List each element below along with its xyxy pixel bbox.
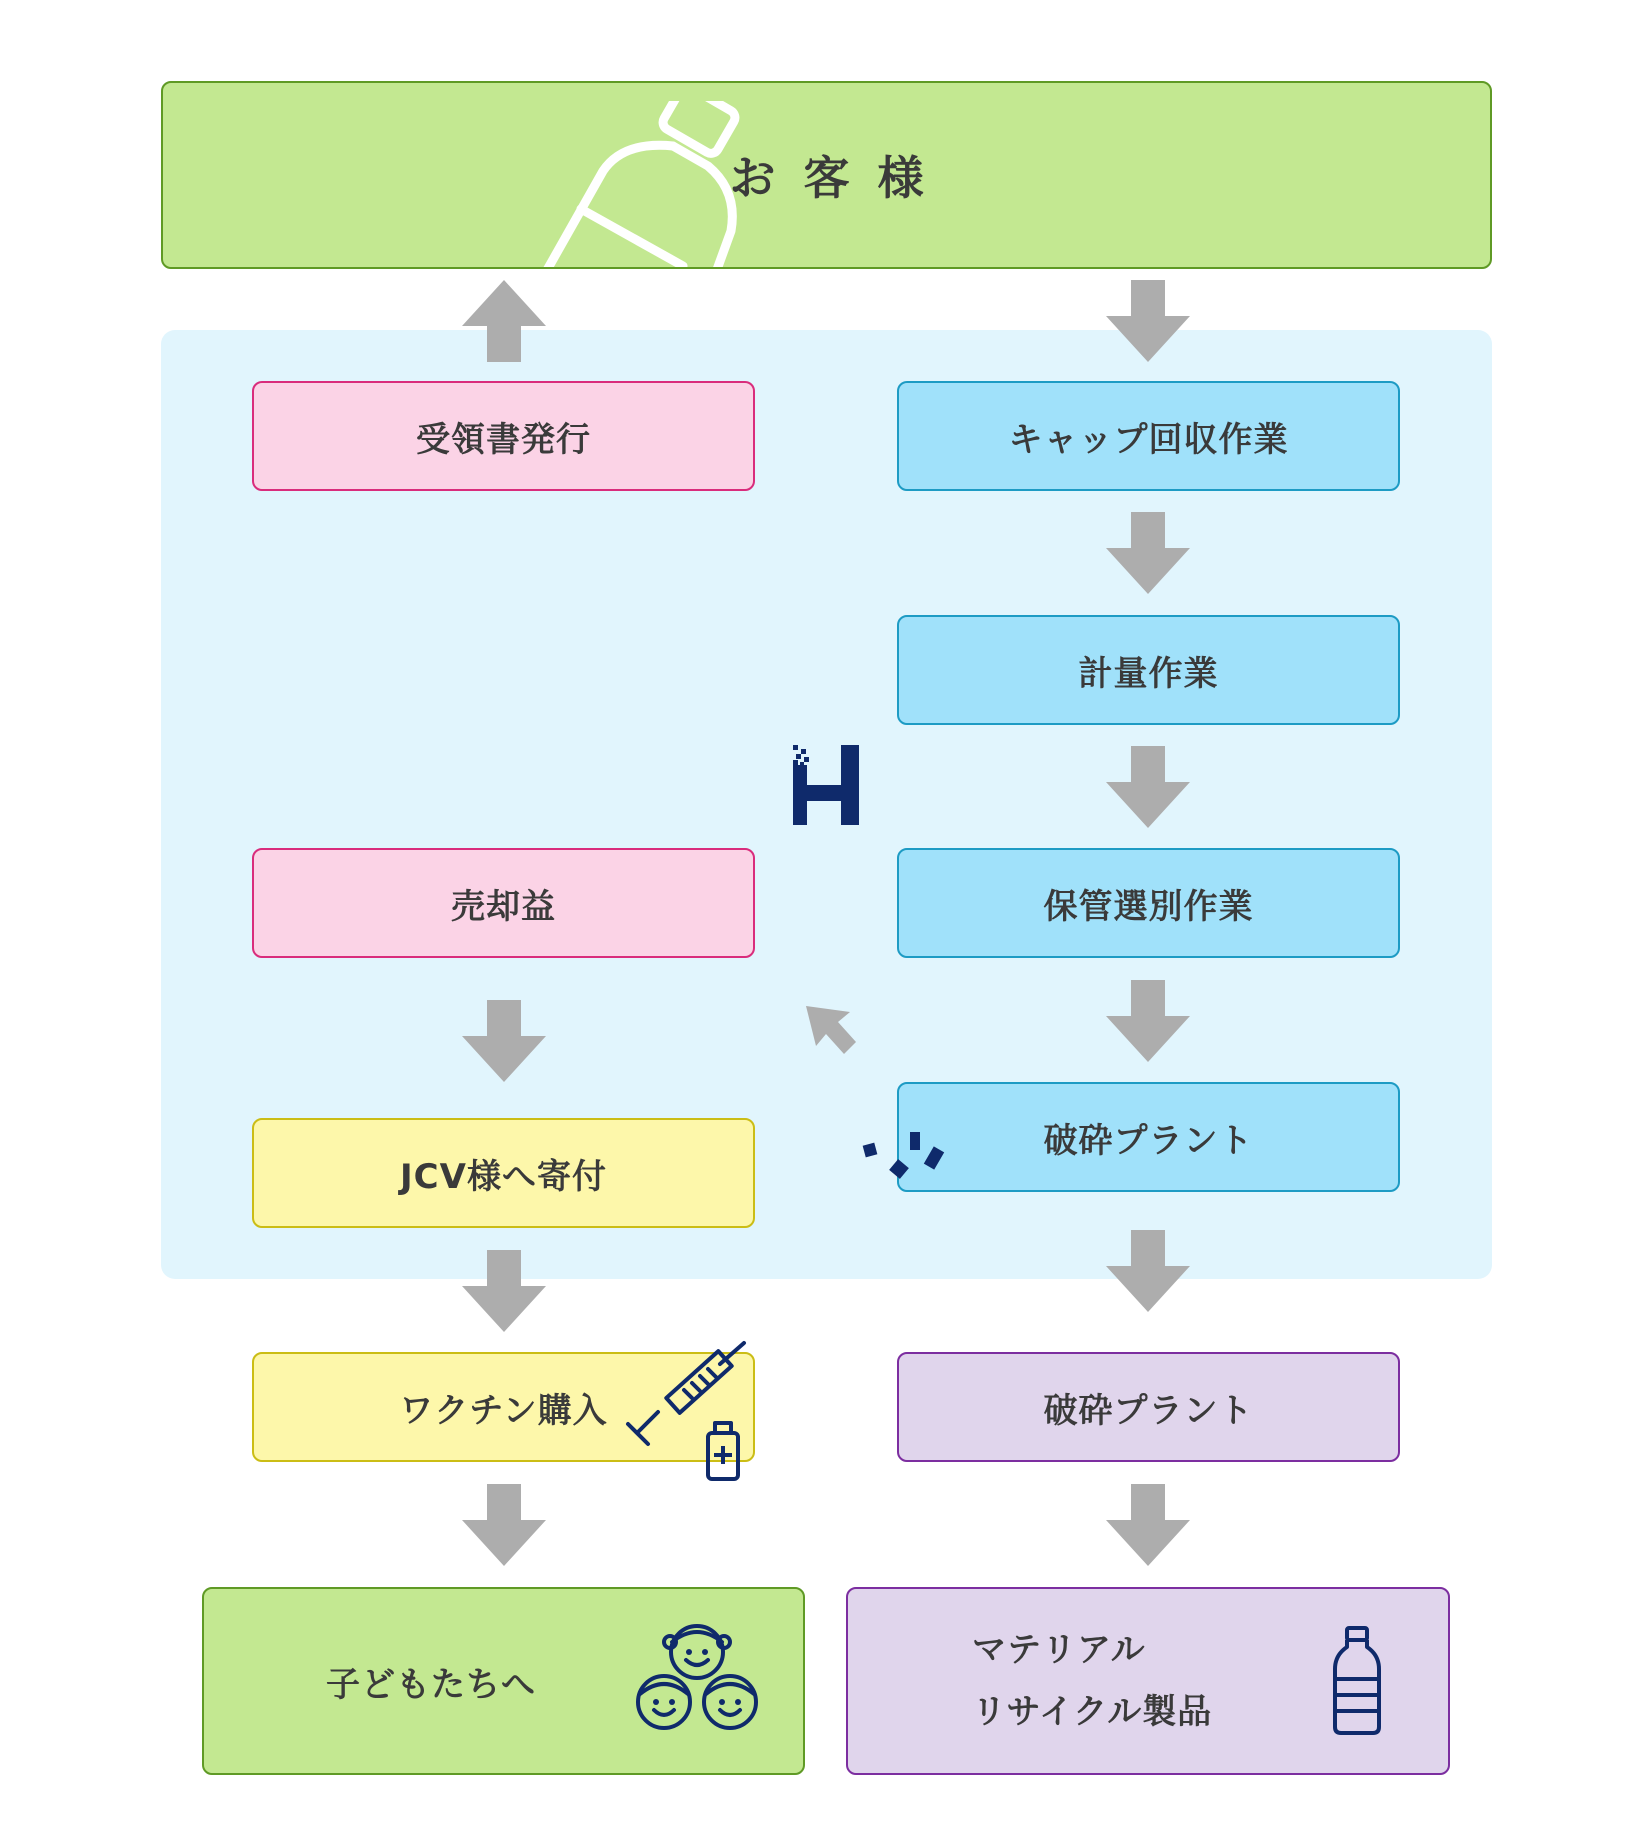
donation-label: JCV様へ寄付 bbox=[400, 1156, 607, 1197]
customer-label: お客様 bbox=[729, 151, 952, 205]
crushing-plant-2-box bbox=[897, 1352, 1400, 1462]
arrow-down bbox=[1106, 280, 1190, 362]
crushing-plant-2-label: 破砕プラント bbox=[1043, 1390, 1254, 1431]
cap-collection-box bbox=[897, 381, 1400, 491]
children-faces-icon bbox=[632, 1620, 762, 1740]
company-logo-icon bbox=[793, 745, 859, 825]
storage-sorting-box bbox=[897, 848, 1400, 958]
weighing-box bbox=[897, 615, 1400, 725]
arrow-down bbox=[1106, 746, 1190, 828]
sale-profit-box bbox=[252, 848, 755, 958]
arrow-down bbox=[462, 1250, 546, 1332]
donation-box bbox=[252, 1118, 755, 1228]
recycled-line2-label: リサイクル製品 bbox=[972, 1692, 1213, 1732]
arrow-down bbox=[462, 1484, 546, 1566]
arrow-down bbox=[462, 1000, 546, 1082]
diagonal-arrow-icon bbox=[800, 1000, 860, 1060]
arrow-down bbox=[1106, 1484, 1190, 1566]
arrow-up bbox=[462, 280, 546, 362]
crush-sparks-icon bbox=[862, 1130, 952, 1190]
plastic-bottle-icon bbox=[1332, 1625, 1382, 1737]
receipt-issue-label: 受領書発行 bbox=[416, 419, 591, 460]
customer-box bbox=[161, 81, 1492, 269]
vaccine-purchase-label: ワクチン購入 bbox=[399, 1390, 608, 1431]
medicine-bottle-icon bbox=[705, 1420, 741, 1482]
recycled-line1-label: マテリアル bbox=[972, 1630, 1146, 1670]
children-label: 子どもたちへ bbox=[326, 1664, 536, 1705]
arrow-down bbox=[1106, 512, 1190, 594]
cap-collection-label: キャップ回収作業 bbox=[1008, 419, 1289, 460]
arrow-down bbox=[1106, 1230, 1190, 1312]
crushing-plant-label: 破砕プラント bbox=[1043, 1120, 1254, 1161]
receipt-issue-box bbox=[252, 381, 755, 491]
weighing-label: 計量作業 bbox=[1078, 653, 1219, 694]
storage-sorting-label: 保管選別作業 bbox=[1043, 886, 1254, 927]
crushing-plant-box bbox=[897, 1082, 1400, 1192]
arrow-down bbox=[1106, 980, 1190, 1062]
sale-profit-label: 売却益 bbox=[451, 886, 556, 927]
